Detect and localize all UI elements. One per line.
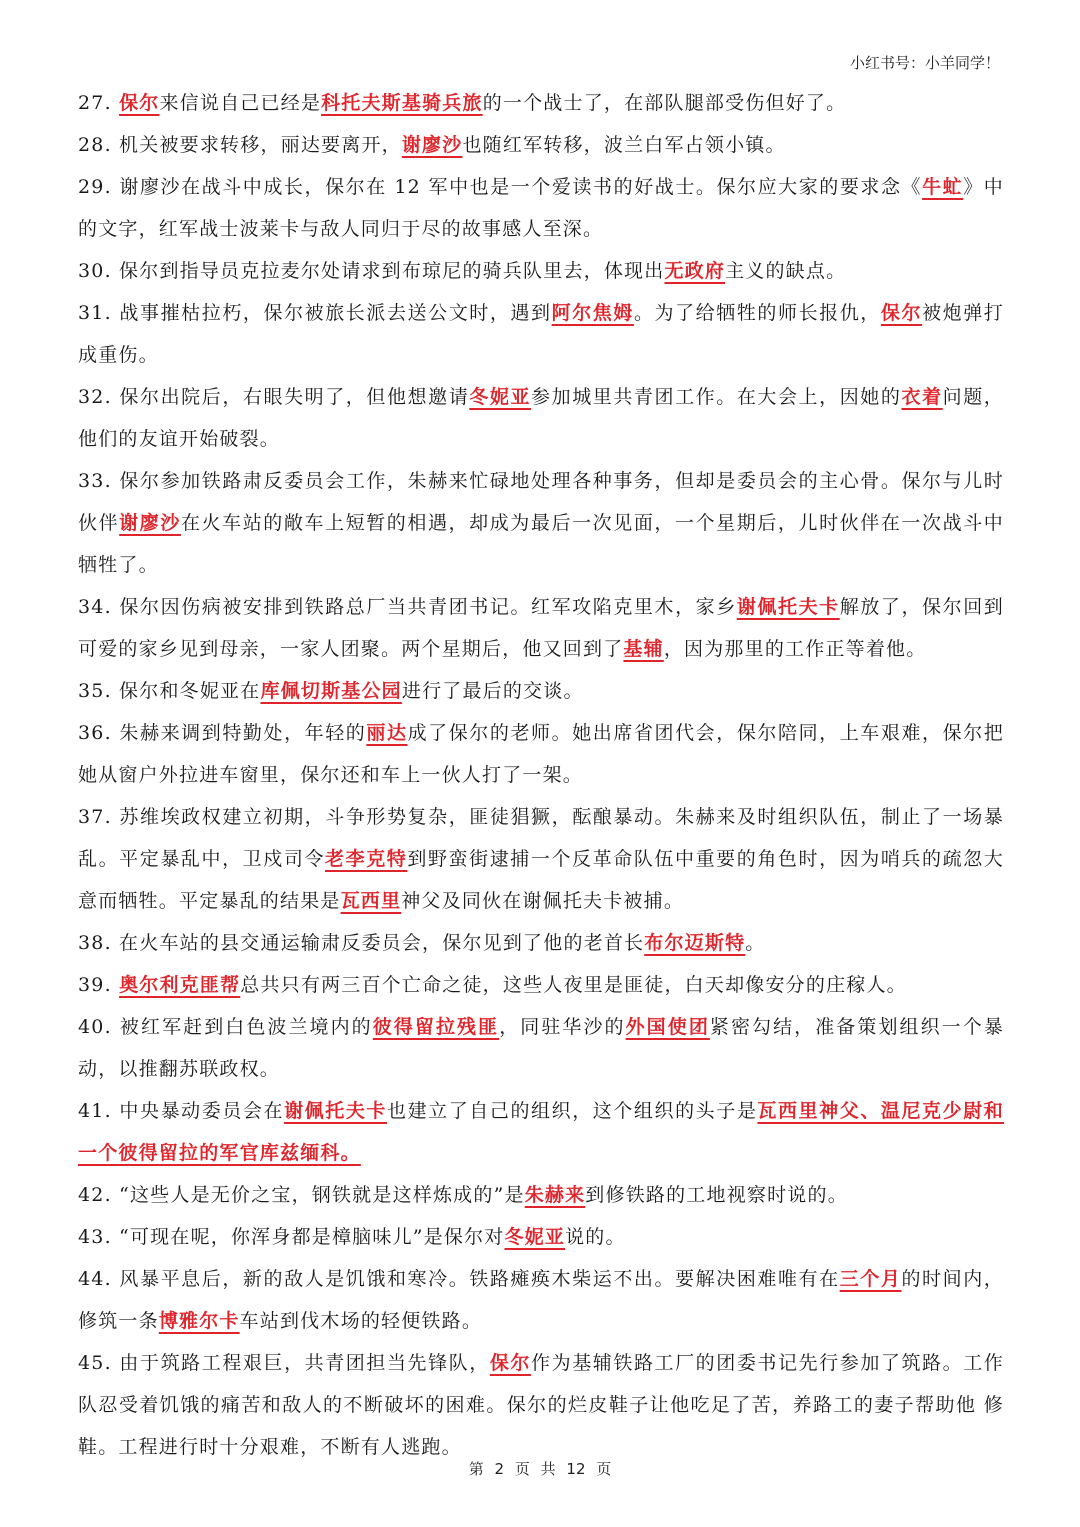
paragraph-text: 成了保尔的老师。她出席省团代会，保尔陪同，上车艰难，保尔把她从窗户外拉进车窗里，保尔还和车上一伙人打了一架。	[78, 722, 1004, 786]
paragraph-text: 。为了给牺牲的师长报仇，	[633, 302, 881, 324]
paragraph-41	[78, 1090, 1004, 1174]
answer-highlight: 老李克特	[325, 848, 408, 870]
document-body	[78, 82, 1004, 1468]
paragraph-text: 43. “可现在呢，你浑身都是樟脑味儿”是保尔对	[78, 1226, 505, 1248]
paragraph-text: 到修铁路的工地视察时说的。	[585, 1184, 848, 1206]
answer-highlight: 谢廖沙	[401, 134, 463, 156]
paragraph-text: 问题，他们的友谊开始破裂。	[78, 386, 1004, 450]
paragraph-text: 主义的缺点。	[725, 260, 847, 282]
paragraph-44	[78, 1258, 1004, 1342]
paragraph-text: 33. 保尔参加铁路肃反委员会工作，朱赫来忙碌地处理各种事务，但却是委员会的主心骨。保尔与儿时伙伴	[78, 470, 1004, 534]
paragraph-28	[78, 124, 1004, 166]
paragraph-text: 35. 保尔和冬妮亚在	[78, 680, 261, 702]
paragraph-text: 也随红军转移，波兰白军占领小镇。	[462, 134, 786, 156]
answer-highlight: 外国使团	[625, 1016, 710, 1038]
paragraph-29	[78, 166, 1004, 250]
answer-highlight: 保尔	[880, 302, 923, 324]
paragraph-text: 29. 谢廖沙在战斗中成长，保尔在 12 军中也是一个爱读书的好战士。保尔应大家的要求念《	[78, 176, 923, 198]
paragraph-35	[78, 670, 1004, 712]
paragraph-text: 39.	[78, 974, 120, 996]
paragraph-text: 作为基辅铁路工厂的团委书记先行参加了筑路。工作队忍受着饥饿的痛苦和敌人的不断破坏的困难。保尔的烂皮鞋子让他吃足了苦，养路工的妻子帮助他 修鞋。工程进行时十分艰难，不断有人逃跑。	[78, 1352, 1004, 1458]
paragraph-text: 神父及同伙在谢佩托夫卡被捕。	[401, 890, 685, 912]
answer-highlight: 谢廖沙	[119, 512, 181, 534]
answer-highlight: 保尔	[119, 92, 160, 114]
paragraph-text: 30. 保尔到指导员克拉麦尔处请求到布琼尼的骑兵队里去，体现出	[78, 260, 665, 282]
paragraph-text: 36. 朱赫来调到特勤处，年轻的	[78, 722, 367, 744]
paragraph-text: 也建立了自己的组织，这个组织的头子是	[386, 1100, 758, 1122]
paragraph-39	[78, 964, 1004, 1006]
paragraph-text: 进行了最后的交谈。	[401, 680, 584, 702]
paragraph-42	[78, 1174, 1004, 1216]
paragraph-text: 45. 由于筑路工程艰巨，共青团担当先锋队，	[78, 1352, 490, 1374]
paragraph-text: 32. 保尔出院后，右眼失明了，但他想邀请	[78, 386, 470, 408]
page-footer	[0, 1458, 1080, 1479]
paragraph-36	[78, 712, 1004, 796]
paragraph-33	[78, 460, 1004, 586]
answer-highlight: 基辅	[623, 638, 664, 660]
paragraph-text: ，因为那里的工作正等着他。	[663, 638, 927, 660]
answer-highlight: 科托夫斯基骑兵旅	[321, 92, 483, 114]
footer-ye: 页	[514, 1460, 530, 1478]
paragraph-text: 》中的文字，红军战士波莱卡与敌人同归于尽的故事感人至深。	[78, 176, 1004, 240]
answer-highlight: 冬妮亚	[504, 1226, 566, 1248]
paragraph-text: 38. 在火车站的县交通运输肃反委员会，保尔见到了他的老首长	[78, 932, 645, 954]
answer-highlight: 阿尔焦姆	[551, 302, 634, 324]
answer-highlight: 冬妮亚	[469, 386, 532, 408]
paragraph-text: 总共只有两三百个亡命之徒，这些人夜里是匪徒，白天却像安分的庄稼人。	[240, 974, 907, 996]
answer-highlight: 库佩切斯基公园	[260, 680, 402, 702]
paragraph-text: 44. 风暴平息后，新的敌人是饥饿和寒冷。铁路瘫痪木柴运不出。要解决困难唯有在	[78, 1268, 840, 1290]
paragraph-38	[78, 922, 1004, 964]
paragraph-31	[78, 292, 1004, 376]
paragraph-text: 42. “这些人是无价之宝，钢铁就是这样炼成的”是	[78, 1184, 525, 1206]
answer-highlight: 彼得留拉残匪	[372, 1016, 500, 1038]
paragraph-30	[78, 250, 1004, 292]
paragraph-text: 车站到伐木场的轻便铁路。	[239, 1310, 483, 1332]
answer-highlight: 丽达	[366, 722, 408, 744]
answer-highlight: 朱赫来	[524, 1184, 586, 1206]
paragraph-45	[78, 1342, 1004, 1468]
paragraph-text: 37. 苏维埃政权建立初期，斗争形势复杂，匪徒猖獗，酝酿暴动。朱赫来及时组织队伍，制止了一场暴乱。平定暴乱中，卫戍司令	[78, 806, 1004, 870]
paragraph-text: 来信说自己已经是	[159, 92, 322, 114]
paragraph-text: 在火车站的敞车上短暂的相遇，却成为最后一次见面，一个星期后，儿时伙伴在一次战斗中牺牲了。	[78, 512, 1004, 576]
answer-highlight: 牛虻	[922, 176, 964, 198]
watermark: 小红书号：小羊同学！	[849, 54, 1000, 72]
paragraph-text: 解放了，保尔回到可爱的家乡见到母亲，一家人团聚。两个星期后，他又回到了	[78, 596, 1004, 660]
footer-ye-end: 页	[596, 1460, 612, 1478]
paragraph-text: 27.	[78, 92, 120, 114]
paragraph-text: 31. 战事摧枯拉朽，保尔被旅长派去送公文时，遇到	[78, 302, 552, 324]
paragraph-37	[78, 796, 1004, 922]
answer-highlight: 衣着	[901, 386, 943, 408]
paragraph-text: 的时间内，修筑一条	[78, 1268, 1004, 1332]
paragraph-text: 28. 机关被要求转移，丽达要离开，	[78, 134, 402, 156]
footer-total-pages: 12	[566, 1460, 586, 1478]
answer-highlight: 瓦西里	[340, 890, 402, 912]
paragraph-32	[78, 376, 1004, 460]
answer-highlight: 谢佩托夫卡	[284, 1100, 387, 1122]
answer-highlight: 博雅尔卡	[158, 1310, 240, 1332]
paragraph-text: 40. 被红军赶到白色波兰境内的	[78, 1016, 373, 1038]
paragraph-text: 34. 保尔因伤病被安排到铁路总厂当共青团书记。红军攻陷克里木，家乡	[78, 596, 737, 618]
answer-highlight: 奥尔利克匪帮	[119, 974, 241, 996]
answer-highlight: 无政府	[664, 260, 726, 282]
answer-highlight: 瓦西里神父、温尼克少尉和一个彼得留拉的军官库兹缅科。	[78, 1100, 1004, 1164]
answer-highlight: 三个月	[839, 1268, 902, 1290]
paragraph-text: 参加城里共青团工作。在大会上，因她的	[531, 386, 902, 408]
answer-highlight: 保尔	[489, 1352, 532, 1374]
paragraph-text: 说的。	[565, 1226, 626, 1248]
paragraph-text: 紧密勾结，准备策划组织一个暴动，以推翻苏联政权。	[78, 1016, 1004, 1080]
paragraph-text: 的一个战士了，在部队腿部受伤但好了。	[482, 92, 847, 114]
paragraph-text: 到野蛮街逮捕一个反革命队伍中重要的角色时，因为哨兵的疏忽大意而牺牲。平定暴乱的结果是	[78, 848, 1004, 912]
answer-highlight: 布尔迈斯特	[644, 932, 746, 954]
paragraph-34	[78, 586, 1004, 670]
paragraph-43	[78, 1216, 1004, 1258]
answer-highlight: 谢佩托夫卡	[736, 596, 840, 618]
paragraph-text: ，同驻华沙的	[499, 1016, 626, 1038]
footer-page-number: 2	[494, 1460, 505, 1478]
paragraph-text: 。	[745, 932, 766, 954]
paragraph-text: 41. 中央暴动委员会在	[78, 1100, 285, 1122]
footer-gong: 共	[540, 1460, 556, 1478]
footer-di: 第	[468, 1460, 484, 1478]
paragraph-40	[78, 1006, 1004, 1090]
paragraph-text: 被炮弹打成重伤。	[78, 302, 1005, 366]
paragraph-27	[78, 82, 1004, 124]
